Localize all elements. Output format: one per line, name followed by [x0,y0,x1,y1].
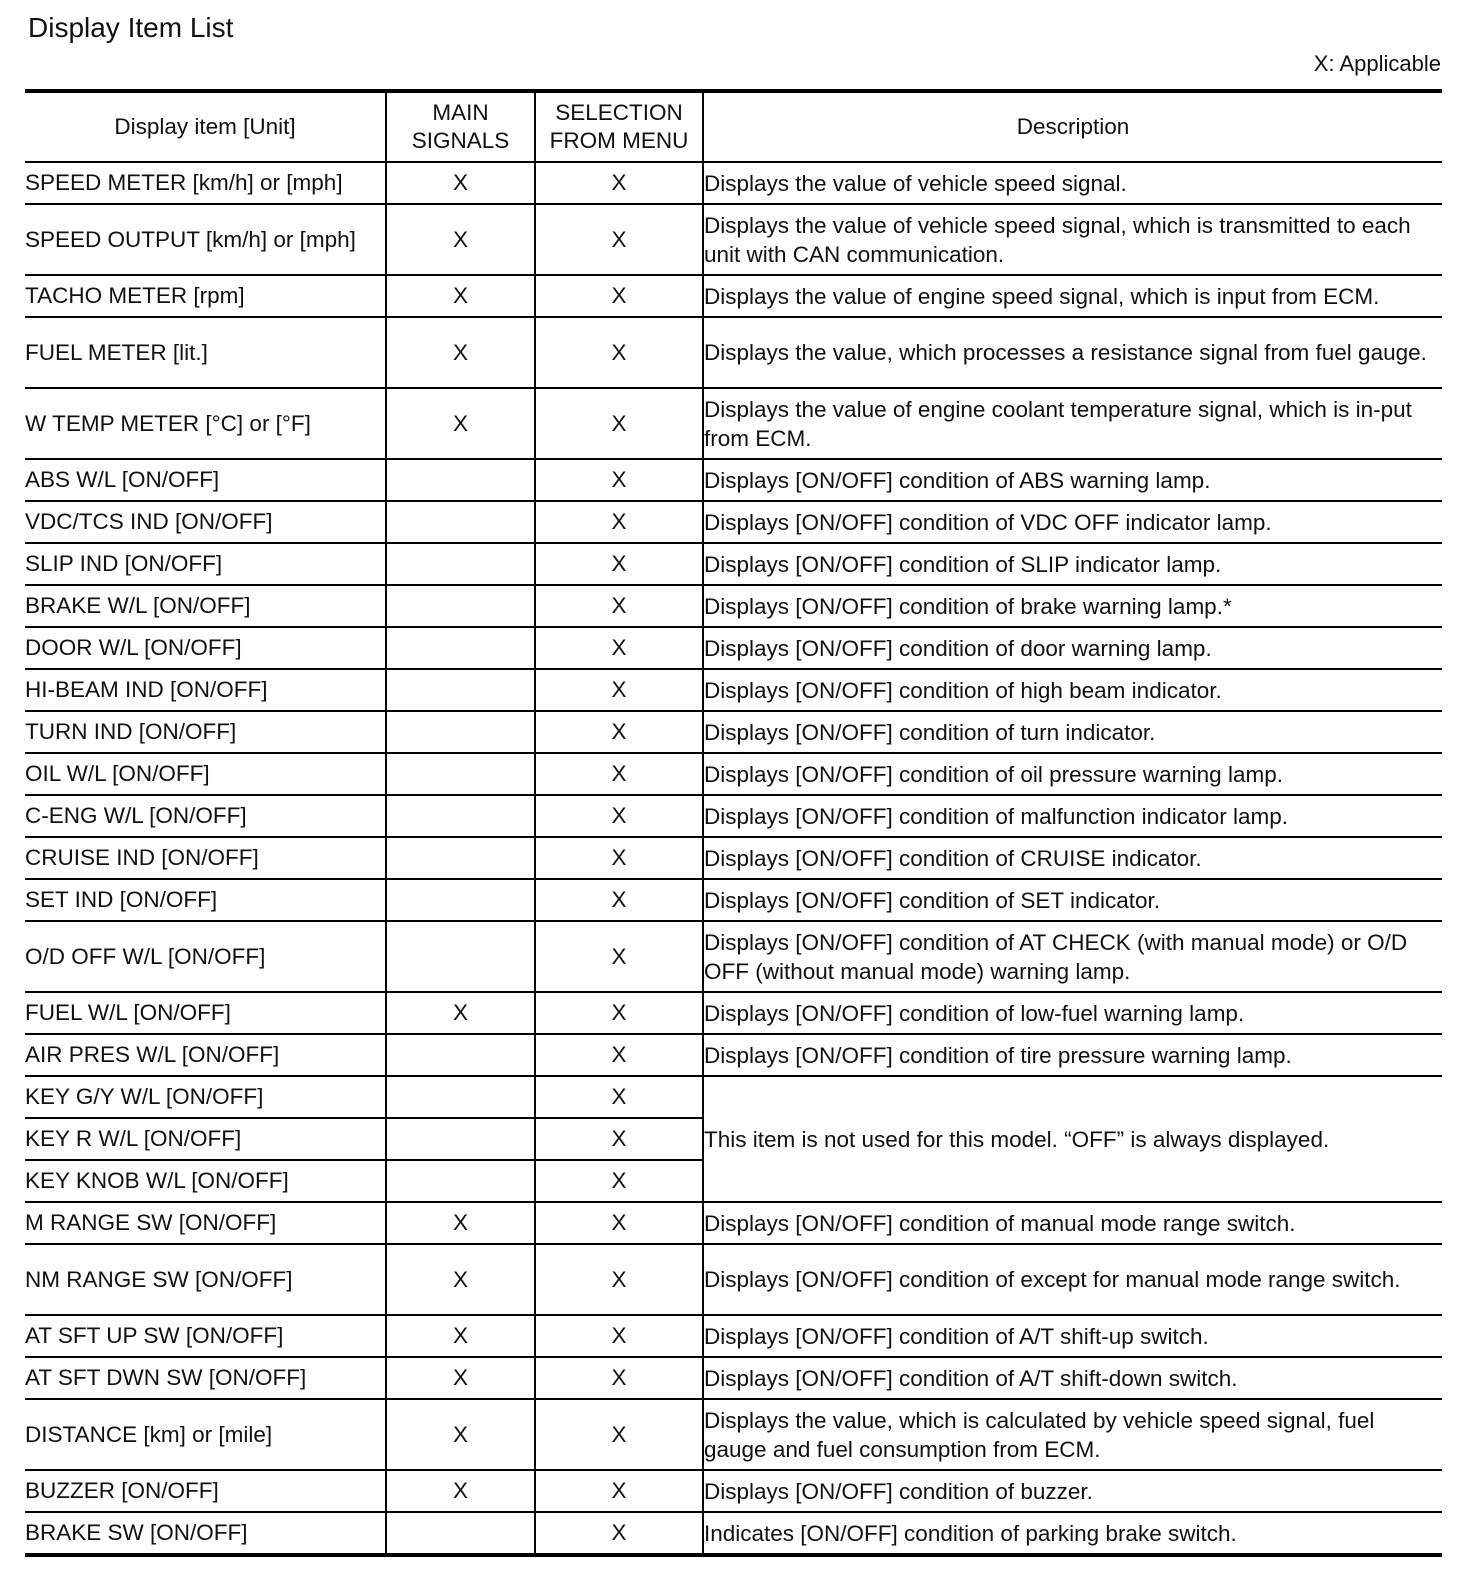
selection-cell: X [535,1470,703,1512]
display-item-cell: OIL W/L [ON/OFF] [25,761,210,786]
main-signals-cell: X [386,1470,535,1512]
main-signals-cell [386,501,535,543]
description-cell: Displays [ON/OFF] condition of turn indicator. [703,711,1442,753]
main-signals-cell: X [386,1315,535,1357]
description-cell: Displays [ON/OFF] condition of ABS warning lamp. [703,459,1442,501]
description-cell: Displays [ON/OFF] condition of SLIP indicator lamp. [703,543,1442,585]
selection-cell: X [535,795,703,837]
main-signals-cell: X [386,1399,535,1470]
selection-cell: X [535,921,703,992]
main-signals-cell: X [386,1202,535,1244]
display-item-cell: BRAKE SW [ON/OFF] [25,1520,248,1545]
main-signals-cell: X [386,1357,535,1399]
main-signals-cell [386,1118,535,1160]
display-item-cell: CRUISE IND [ON/OFF] [25,845,259,870]
description-cell: Displays the value of engine speed signal, which is input from ECM. [703,275,1442,317]
selection-cell: X [535,992,703,1034]
display-item-cell: KEY G/Y W/L [ON/OFF] [25,1084,264,1109]
main-signals-cell [386,1512,535,1555]
main-signals-cell [386,1034,535,1076]
selection-cell: X [535,1160,703,1202]
main-signals-cell: X [386,317,535,388]
table-row [25,1202,1442,1244]
main-signals-cell [386,585,535,627]
display-item-cell: SLIP IND [ON/OFF] [25,551,223,576]
display-item-cell: VDC/TCS IND [ON/OFF] [25,509,273,534]
description-cell: Displays [ON/OFF] condition of high beam indicator. [703,669,1442,711]
table-row [25,275,1442,317]
table-row [25,1315,1442,1357]
table-row [25,795,1442,837]
display-item-cell: FUEL W/L [ON/OFF] [25,1000,231,1025]
table-row [25,1357,1442,1399]
description-cell: Displays [ON/OFF] condition of low-fuel warning lamp. [703,992,1442,1034]
selection-cell: X [535,501,703,543]
table-row [25,669,1442,711]
display-item-cell: ABS W/L [ON/OFF] [25,467,220,492]
selection-cell: X [535,459,703,501]
display-item-cell: HI-BEAM IND [ON/OFF] [25,677,268,702]
display-item-cell: SET IND [ON/OFF] [25,887,218,912]
table-row [25,992,1442,1034]
display-item-cell: BRAKE W/L [ON/OFF] [25,593,251,618]
table-row [25,627,1442,669]
selection-cell: X [535,1202,703,1244]
display-item-cell: W TEMP METER [°C] or [°F] [25,410,311,436]
description-cell: Displays the value, which processes a resistance signal from fuel gauge. [703,317,1442,388]
display-item-cell: SPEED OUTPUT [km/h] or [mph] [25,226,356,252]
description-cell: Displays [ON/OFF] condition of tire pressure warning lamp. [703,1034,1442,1076]
description-cell: Displays [ON/OFF] condition of door warning lamp. [703,627,1442,669]
main-signals-cell [386,627,535,669]
table-row [25,543,1442,585]
selection-cell: X [535,275,703,317]
table-row [25,459,1442,501]
display-item-cell: KEY R W/L [ON/OFF] [25,1126,242,1151]
display-item-cell: SPEED METER [km/h] or [mph] [25,170,343,195]
main-signals-cell [386,795,535,837]
description-cell: Displays [ON/OFF] condition of except for manual mode range switch. [703,1244,1442,1315]
table-row [25,1512,1442,1555]
main-signals-cell [386,1160,535,1202]
header-main-signals [386,91,535,162]
table-row [25,1076,1442,1118]
description-cell: Displays [ON/OFF] condition of manual mode range switch. [703,1202,1442,1244]
selection-cell: X [535,1034,703,1076]
description-cell: Displays [ON/OFF] condition of buzzer. [703,1470,1442,1512]
table-row [25,162,1442,204]
header-display-item: Display item [Unit] [114,114,296,139]
selection-cell: X [535,1244,703,1315]
selection-cell: X [535,1118,703,1160]
selection-cell: X [535,711,703,753]
display-item-cell: AT SFT UP SW [ON/OFF] [25,1323,284,1348]
main-signals-cell: X [386,275,535,317]
table-row [25,1399,1442,1470]
display-item-cell: NM RANGE SW [ON/OFF] [25,1266,293,1292]
description-cell: This item is not used for this model. “OFF” is always displayed. [703,1076,1442,1202]
description-cell: Displays [ON/OFF] condition of brake warning lamp.* [703,585,1442,627]
main-signals-cell [386,753,535,795]
table-row [25,388,1442,459]
header-selection-from-menu-label: SELECTION FROM MENU [549,100,689,153]
main-signals-cell: X [386,162,535,204]
selection-cell: X [535,585,703,627]
table-row [25,501,1442,543]
display-item-cell: M RANGE SW [ON/OFF] [25,1210,277,1235]
display-item-cell: C-ENG W/L [ON/OFF] [25,803,247,828]
main-signals-cell [386,921,535,992]
description-cell: Indicates [ON/OFF] condition of parking brake switch. [703,1512,1442,1555]
selection-cell: X [535,753,703,795]
display-item-cell: FUEL METER [lit.] [25,339,208,365]
description-cell: Displays the value, which is calculated by vehicle speed signal, fuel gauge and fuel consumption from ECM. [703,1399,1442,1470]
description-cell: Displays the value of vehicle speed signal. [703,162,1442,204]
display-item-cell: KEY KNOB W/L [ON/OFF] [25,1168,289,1193]
description-cell: Displays [ON/OFF] condition of A/T shift-down switch. [703,1357,1442,1399]
table-header-row [25,91,1442,162]
description-cell: Displays the value of vehicle speed signal, which is transmitted to each unit with CAN communication. [703,204,1442,275]
selection-cell: X [535,627,703,669]
selection-cell: X [535,317,703,388]
selection-cell: X [535,1399,703,1470]
table-row [25,204,1442,275]
description-cell: Displays [ON/OFF] condition of SET indicator. [703,879,1442,921]
page-title: Display Item List [28,12,234,43]
description-cell: Displays the value of engine coolant temperature signal, which is in-put from ECM. [703,388,1442,459]
selection-cell: X [535,669,703,711]
selection-cell: X [535,388,703,459]
table-row [25,837,1442,879]
selection-cell: X [535,1315,703,1357]
legend-note: X: Applicable [1313,51,1441,76]
description-cell: Displays [ON/OFF] condition of oil pressure warning lamp. [703,753,1442,795]
selection-cell: X [535,204,703,275]
header-main-signals-label: MAIN SIGNALS [411,100,510,153]
description-cell: Displays [ON/OFF] condition of malfunction indicator lamp. [703,795,1442,837]
display-item-cell: DOOR W/L [ON/OFF] [25,635,242,660]
header-selection-from-menu [535,91,703,162]
display-item-table [25,89,1442,1557]
description-cell: Displays [ON/OFF] condition of CRUISE indicator. [703,837,1442,879]
table-row [25,1244,1442,1315]
main-signals-cell [386,459,535,501]
main-signals-cell: X [386,388,535,459]
display-item-cell: AT SFT DWN SW [ON/OFF] [25,1365,307,1390]
selection-cell: X [535,543,703,585]
display-item-cell: TURN IND [ON/OFF] [25,719,237,744]
selection-cell: X [535,1076,703,1118]
table-row [25,317,1442,388]
main-signals-cell [386,837,535,879]
main-signals-cell [386,1076,535,1118]
description-cell: Displays [ON/OFF] condition of VDC OFF indicator lamp. [703,501,1442,543]
table-row [25,711,1442,753]
main-signals-cell: X [386,1244,535,1315]
display-item-cell: O/D OFF W/L [ON/OFF] [25,943,266,969]
selection-cell: X [535,837,703,879]
table-row [25,1470,1442,1512]
selection-cell: X [535,879,703,921]
display-item-cell: BUZZER [ON/OFF] [25,1478,219,1503]
main-signals-cell: X [386,204,535,275]
main-signals-cell [386,543,535,585]
main-signals-cell [386,669,535,711]
description-cell: Displays [ON/OFF] condition of AT CHECK (with manual mode) or O/D OFF (without manual mode) warning lamp. [703,921,1442,992]
header-description: Description [703,91,1442,162]
display-item-cell: DISTANCE [km] or [mile] [25,1421,273,1447]
display-item-cell: TACHO METER [rpm] [25,283,245,308]
table-row [25,585,1442,627]
selection-cell: X [535,1357,703,1399]
table-row [25,1034,1442,1076]
display-item-cell: AIR PRES W/L [ON/OFF] [25,1042,280,1067]
table-row [25,879,1442,921]
selection-cell: X [535,1512,703,1555]
table-row [25,921,1442,992]
main-signals-cell [386,711,535,753]
main-signals-cell: X [386,992,535,1034]
description-cell: Displays [ON/OFF] condition of A/T shift-up switch. [703,1315,1442,1357]
main-signals-cell [386,879,535,921]
selection-cell: X [535,162,703,204]
table-row [25,753,1442,795]
